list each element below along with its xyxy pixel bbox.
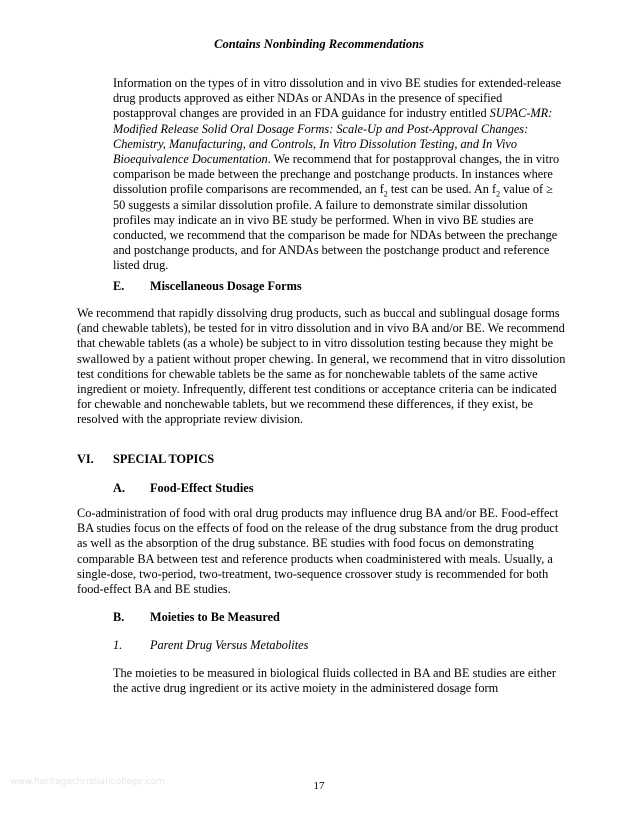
subscript: 2	[383, 189, 388, 199]
watermark: www.heritagechristiancollege.com	[10, 777, 165, 787]
section-a-label: A.	[113, 481, 125, 495]
text-segment: . We recommend that for postapproval changes, the in vitro comparison be made between the prechange and postchange products. In instances where dissolution profile comparisons are recommended, an f	[113, 152, 560, 197]
paragraph-text: Co-administration of food with oral drug products may influence drug BA and/or BE. Food-effect BA studies focus on the effects of food on the release of the drug substance from the drug product as well as the absorption of the drug substance. BE studies with food focus on demonstrating comparable BA between test and reference products when coadministered with meals. Usually, a single-dose, two-period, two-treatment, two-sequence crossover study is recommended for both food-effect BA and BE studies.	[77, 506, 559, 597]
subscript: 2	[496, 189, 501, 199]
text-segment: test can be used. An f	[387, 182, 497, 197]
section-b-label: B.	[113, 610, 125, 624]
paragraph-food-effect	[77, 506, 569, 597]
guidance-title: SUPAC-MR: Modified Release Solid Oral Dosage Forms: Scale-Up and Post-Approval Changes: Chemistry, Manufacturing, and Controls, In Vitro Dissolution Testing, and In Vivo Bioequivalence Documentation	[113, 106, 553, 167]
paragraph-text: The moieties to be measured in biological fluids collected in BA and BE studies are either the active drug ingredient or its active moiety in the administered dosage form	[113, 666, 556, 696]
text-segment: value of ≥ 50 suggests a similar dissolution profile. A failure to demonstrate similar dissolution profiles may indicate an in vivo BE study be performed. When in vivo BE studies are conducted, we recommend that the comparison be made for NDAs between the prechange and postchange products, and for ANDAs between the postchange product and reference listed drug.	[113, 182, 558, 273]
section-vi-title: SPECIAL TOPICS	[113, 452, 215, 466]
paragraph-text: We recommend that rapidly dissolving drug products, such as buccal and sublingual dosage forms (and chewable tablets), be tested for in vitro dissolution and in vivo BA and/or BE. We recommend that chewable tablets (as a whole) be subject to in vitro dissolution testing because they might be swallowed by a patient without proper chewing. In general, we recommend that in vitro dissolution test conditions for chewable tablets be the same as for nonchewable tablets of the same active ingredient or moiety. Infrequently, different test conditions or acceptance criteria can be indicated for chewable and nonchewable tablets, but we recommend these differences, if they exist, be resolved with the appropriate review division.	[77, 306, 566, 427]
section-b-title: Moieties to Be Measured	[150, 610, 280, 624]
section-vi-label: VI.	[77, 452, 94, 466]
subsection-1-label: 1.	[113, 638, 123, 652]
running-header: Contains Nonbinding Recommendations	[214, 37, 424, 51]
paragraph-misc-dosage-forms	[77, 306, 569, 428]
paragraph-extended-release	[113, 76, 568, 274]
section-a-title: Food-Effect Studies	[150, 481, 254, 495]
text-segment: Information on the types of in vitro dissolution and in vivo BE studies for extended-release drug products approved as either NDAs or ANDAs in the presence of specified postapproval changes are provided in an FDA guidance for industry entitled	[113, 76, 562, 121]
section-e-label: E.	[113, 279, 125, 293]
page-number: 17	[313, 780, 325, 792]
paragraph-text	[113, 76, 568, 274]
paragraph-moieties	[113, 666, 563, 696]
section-e-title: Miscellaneous Dosage Forms	[150, 279, 302, 293]
subsection-1-title: Parent Drug Versus Metabolites	[150, 638, 309, 652]
